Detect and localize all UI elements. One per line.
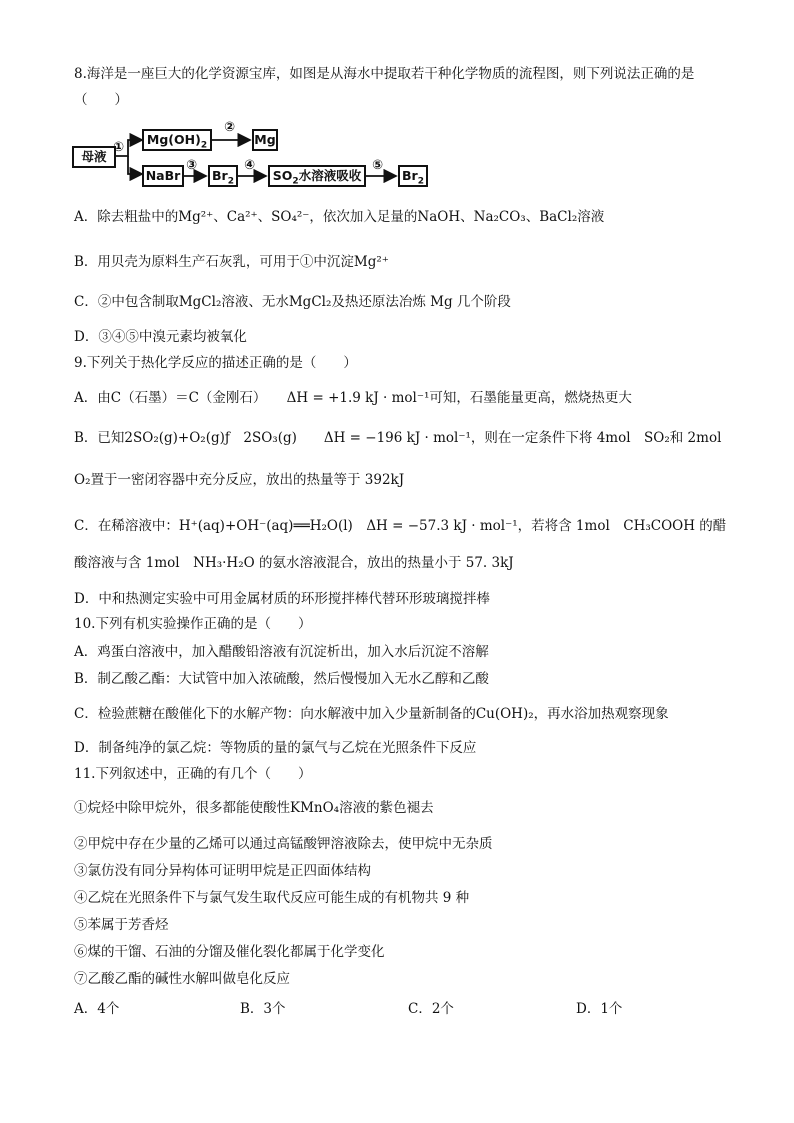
q8-option-b: B．用贝壳为原料生产石灰乳，可用于①中沉淀Mg²⁺	[74, 254, 389, 270]
box-nabr: NaBr	[142, 165, 184, 187]
q8-flow-diagram	[70, 118, 440, 198]
box-mg: Mg	[252, 129, 278, 151]
q11-statement-2: ②甲烷中存在少量的乙烯可以通过高锰酸钾溶液除去，使甲烷中无杂质	[74, 836, 493, 852]
q11-statement-3: ③氯仿没有同分异构体可证明甲烷是正四面体结构	[74, 863, 371, 879]
q9-option-b-line1: B．已知2SO₂(g)+O₂(g)ƒ 2SO₃(g) ΔH = −196 kJ · mol⁻¹，则在一定条件下将 4mol SO₂和 2mol	[74, 430, 722, 446]
step-4-label: ④	[244, 158, 256, 173]
q8-stem-line2: （ ）	[74, 92, 128, 108]
q8-option-a: A．除去粗盐中的Mg²⁺、Ca²⁺、SO₄²⁻，依次加入足量的NaOH、Na₂CO₃、BaCl₂溶液	[74, 209, 605, 225]
arrow-3-branch	[128, 156, 142, 174]
q9-stem: 9.下列关于热化学反应的描述正确的是（ ）	[74, 355, 357, 371]
step-1-label: ①	[113, 140, 125, 155]
q11-stem: 11.下列叙述中，正确的有几个（ ）	[74, 766, 312, 782]
q10-option-c: C．检验蔗糖在酸催化下的水解产物：向水解液中加入少量新制备的Cu(OH)₂，再水浴加热观察现象	[74, 706, 669, 722]
q11-statement-1: ①烷烃中除甲烷外，很多都能使酸性KMnO₄溶液的紫色褪去	[74, 800, 434, 816]
q10-stem: 10.下列有机实验操作正确的是（ ）	[74, 616, 312, 632]
q8-option-c: C．②中包含制取MgCl₂溶液、无水MgCl₂及热还原法冶炼 Mg 几个阶段	[74, 294, 511, 310]
q9-option-c-line1: C．在稀溶液中：H⁺(aq)+OH⁻(aq)══H₂O(l) ΔH = −57.3 kJ · mol⁻¹，若将含 1mol CH₃COOH 的醋	[74, 518, 727, 534]
q11-option-b: B．3个	[240, 1001, 286, 1017]
step-2-label: ②	[224, 120, 236, 135]
q9-option-c-line2: 酸溶液与含 1mol NH₃·H₂O 的氨水溶液混合，放出的热量小于 57. 3kJ	[74, 555, 514, 571]
box-so2-absorb: $SO_2$水溶液吸收	[268, 165, 366, 187]
box-br2-first: $Br_2$	[208, 165, 238, 187]
q9-option-a: A．由C（石墨）＝C（金刚石） ΔH = +1.9 kJ · mol⁻¹可知，石墨能量更高，燃烧热更大	[74, 390, 632, 406]
q11-option-c: C．2个	[408, 1001, 454, 1017]
q8-option-d: D．③④⑤中溴元素均被氧化	[74, 329, 247, 345]
q10-option-b: B．制乙酸乙酯：大试管中加入浓硫酸，然后慢慢加入无水乙醇和乙酸	[74, 671, 489, 687]
q11-option-a: A．4个	[74, 1001, 120, 1017]
step-3-label: ③	[186, 158, 198, 173]
q11-statement-6: ⑥煤的干馏、石油的分馏及催化裂化都属于化学变化	[74, 944, 385, 960]
q11-statement-7: ⑦乙酸乙酯的碱性水解叫做皂化反应	[74, 971, 290, 987]
q11-statement-5: ⑤苯属于芳香烃	[74, 917, 169, 933]
q8-stem-line1: 8.海洋是一座巨大的化学资源宝库，如图是从海水中提取若干种化学物质的流程图，则下列说法正确的是	[74, 66, 695, 82]
q11-option-d: D．1个	[576, 1001, 623, 1017]
box-br2-final: $Br_2$	[398, 165, 428, 187]
q10-option-d: D．制备纯净的氯乙烷：等物质的量的氯气与乙烷在光照条件下反应	[74, 740, 477, 756]
q11-statement-4: ④乙烷在光照条件下与氯气发生取代反应可能生成的有机物共 9 种	[74, 890, 470, 906]
q10-option-a: A．鸡蛋白溶液中，加入醋酸铅溶液有沉淀析出，加入水后沉淀不溶解	[74, 644, 489, 660]
box-mgoh2: $Mg(OH)_2$	[142, 129, 212, 151]
q9-option-d: D．中和热测定实验中可用金属材质的环形搅拌棒代替环形玻璃搅拌棒	[74, 591, 490, 607]
q9-option-b-line2: O₂置于一密闭容器中充分反应，放出的热量等于 392kJ	[74, 472, 405, 488]
step-5-label: ⑤	[372, 158, 384, 173]
box-mother-liquor: 母液	[72, 146, 116, 168]
